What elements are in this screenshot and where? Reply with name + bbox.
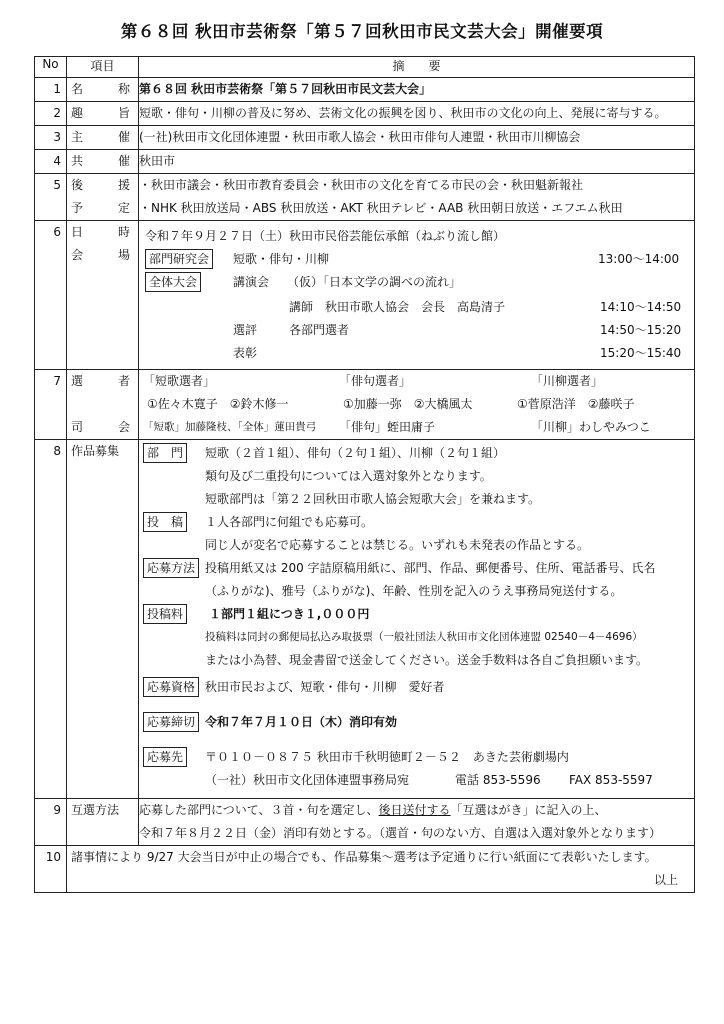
mc-tanka: 「短歌」加藤隆枝、「全体」蓮田貴弓 bbox=[143, 421, 317, 433]
item-char: 主 bbox=[71, 130, 84, 144]
eligibility-text: 秋田市民および、短歌・俳句・川柳 愛好者 bbox=[205, 680, 445, 694]
item-char: 共 bbox=[71, 154, 84, 168]
table-row bbox=[35, 221, 695, 370]
row-number: 5 bbox=[53, 178, 61, 192]
fee-text: 投稿料は同封の郵便局払込み取扱票（一般社団法人秋田市文化団体連盟 02540－4－4696） bbox=[205, 631, 643, 643]
section-label: 応募先 bbox=[143, 747, 187, 767]
support-line: ・NHK 秋田放送局・ABS 秋田放送・AKT 秋田テレビ・AAB 秋田朝日放送・エフエム秋田 bbox=[139, 201, 623, 215]
table-row bbox=[35, 78, 695, 102]
table-row bbox=[35, 126, 695, 150]
senryu-judges-head: 「川柳選者」 bbox=[531, 374, 604, 388]
table-row bbox=[35, 150, 695, 174]
review-label: 選評 bbox=[233, 323, 258, 337]
item-char: 催 bbox=[117, 130, 130, 144]
support-line: ・秋田市議会・秋田市教育委員会・秋田市の文化を育てる市民の会・秋田魁新報社 bbox=[139, 178, 584, 192]
item-char: 名 bbox=[71, 82, 84, 96]
notice-text: 諸事情により 9/27 大会当日が中止の場合でも、作品募集～選考は予定通りに行い紙面にて表彰いたします。 bbox=[71, 850, 657, 864]
header-no: No bbox=[35, 57, 67, 78]
row-number: 6 bbox=[53, 225, 61, 239]
item-char: 会 bbox=[117, 420, 130, 434]
mc-senryu: 「川柳」わしやみつこ bbox=[531, 420, 651, 434]
item-char: 趣 bbox=[71, 106, 84, 120]
section-label: 部門研究会 bbox=[145, 249, 213, 269]
method-text: （ふりがな)、雅号（ふりがな)、年齢、性別を記入のうえ事務局宛送付する。 bbox=[205, 584, 623, 598]
section-label: 投 稿 bbox=[143, 512, 187, 532]
item-char: 予 bbox=[71, 201, 84, 215]
section-label: 投稿料 bbox=[143, 604, 187, 624]
row-number: 7 bbox=[53, 374, 61, 388]
lecture-title: （仮）「日本文学の調べの流れ」 bbox=[287, 275, 462, 289]
section-label: 部 門 bbox=[143, 443, 187, 463]
table-row bbox=[35, 799, 695, 846]
item-char: 旨 bbox=[117, 106, 130, 120]
table-row bbox=[35, 440, 695, 799]
award-time: 15:20～15:40 bbox=[600, 346, 682, 360]
header-item: 項目 bbox=[67, 57, 139, 78]
item-char: 援 bbox=[117, 178, 130, 192]
category-note: 類句及び二重投句については入選対象外となります。 bbox=[205, 469, 492, 483]
item-char: 定 bbox=[117, 201, 130, 215]
tanka-judges-head: 「短歌選者」 bbox=[143, 374, 216, 388]
haiku-judges-head: 「俳句選者」 bbox=[339, 374, 412, 388]
phone-number: 電話 853-5596 bbox=[455, 773, 541, 787]
review-text: 各部門選者 bbox=[289, 323, 350, 337]
item-char: 催 bbox=[117, 154, 130, 168]
item-char: 司 bbox=[71, 420, 84, 434]
row-number: 2 bbox=[53, 106, 61, 120]
fax-number: FAX 853-5597 bbox=[569, 773, 653, 787]
event-name: 第６８回 秋田市芸術祭「第５７回秋田市民文芸大会」 bbox=[139, 82, 432, 96]
vote-text: 応募した部門について、３首・句を選定し、 bbox=[139, 803, 379, 817]
fee-text: または小為替、現金書留で送金してください。送金手数料は各自ご負担願います。 bbox=[205, 653, 649, 667]
item-char: 会 bbox=[71, 248, 84, 262]
item-label: 互選方法 bbox=[71, 803, 120, 817]
submission-text: 同じ人が変名で応募することは禁じる。いずれも未発表の作品とする。 bbox=[205, 538, 590, 552]
item-char: 者 bbox=[117, 374, 130, 388]
lecture-label: 講演会 bbox=[233, 275, 270, 289]
review-time: 14:50～15:20 bbox=[600, 323, 682, 337]
submission-text: １人各部門に何組でも応募可。 bbox=[205, 515, 374, 529]
purpose-text: 短歌・俳句・川柳の普及に努め、芸術文化の振興を図り、秋田市の文化の向上、発展に寄与する。 bbox=[139, 106, 667, 120]
table-row bbox=[35, 174, 695, 221]
item-char: 時 bbox=[117, 225, 130, 239]
fee-amount: １部門１組につき１,０００円 bbox=[209, 607, 370, 621]
item-char: 場 bbox=[117, 248, 130, 262]
category-text: 短歌（２首１組）、俳句（２句１組）、川柳（２句１組） bbox=[205, 446, 506, 460]
cohost-text: 秋田市 bbox=[139, 154, 176, 168]
item-char: 日 bbox=[71, 225, 84, 239]
haiku-judges: ①加藤一弥 ②大橋風太 bbox=[343, 397, 473, 411]
section-label: 応募締切 bbox=[143, 712, 199, 732]
method-text: 投稿用紙又は 200 字詰原稿用紙に、部門、作品、郵便番号、住所、電話番号、氏名 bbox=[205, 561, 656, 575]
section-label: 応募資格 bbox=[143, 677, 199, 697]
item-char: 称 bbox=[117, 82, 130, 96]
senryu-judges: ①菅原浩洋 ②藤咲子 bbox=[517, 397, 635, 411]
end-mark: 以上 bbox=[653, 873, 678, 887]
session-time: 13:00～14:00 bbox=[598, 252, 680, 266]
table-header-row bbox=[35, 57, 695, 78]
vote-text: 「互選はがき」に記入の上、 bbox=[450, 803, 607, 817]
tanka-judges: ①佐々木寛子 ②鈴木修一 bbox=[147, 397, 289, 411]
address-text: 〒０１０－０８７５ 秋田市千秋明徳町２－５２ あきた芸術劇場内 bbox=[205, 750, 569, 764]
session-text: 短歌・俳句・川柳 bbox=[233, 252, 330, 266]
vote-text: 令和７年８月２２日（金）消印有効とする。（選首・句のない方、自選は入選対象外となります） bbox=[139, 826, 662, 840]
organizer-text: (一社)秋田市文化団体連盟・秋田市歌人協会・秋田市俳句人連盟・秋田市川柳協会 bbox=[139, 130, 581, 144]
item-label: 作品募集 bbox=[71, 444, 120, 458]
header-summary: 摘 要 bbox=[139, 57, 695, 78]
event-date: 令和７年９月２７日（土）秋田市民俗芸能伝承館（ねぶり流し館） bbox=[145, 229, 506, 243]
category-note: 短歌部門は「第２２回秋田市歌人協会短歌大会」を兼ねます。 bbox=[205, 492, 541, 506]
row-number: 8 bbox=[53, 444, 61, 458]
lecturer: 講師 秋田市歌人協会 会長 高島清子 bbox=[289, 300, 506, 314]
deadline-text: 令和７年７月１０日（木）消印有効 bbox=[205, 715, 398, 729]
page-title: 第６８回 秋田市芸術祭「第５７回秋田市民文芸大会」開催要項 bbox=[120, 22, 604, 41]
section-label: 応募方法 bbox=[143, 558, 199, 578]
row-number: 1 bbox=[53, 82, 61, 96]
office-name: （一社）秋田市文化団体連盟事務局宛 bbox=[205, 773, 410, 787]
section-label: 全体大会 bbox=[145, 272, 201, 292]
lecture-time: 14:10～14:50 bbox=[600, 300, 682, 314]
table-row bbox=[35, 370, 695, 440]
item-char: 選 bbox=[71, 374, 84, 388]
award-label: 表彰 bbox=[233, 346, 258, 360]
row-number: 3 bbox=[53, 130, 61, 144]
row-number: 10 bbox=[45, 850, 61, 864]
table-row bbox=[35, 102, 695, 126]
item-char: 後 bbox=[71, 178, 84, 192]
outline-table bbox=[34, 56, 695, 893]
vote-text-underlined: 後日送付する bbox=[378, 803, 451, 817]
table-row bbox=[35, 846, 695, 893]
row-number: 4 bbox=[53, 154, 61, 168]
row-number: 9 bbox=[53, 803, 61, 817]
mc-haiku: 「俳句」蛭田庸子 bbox=[339, 420, 436, 434]
